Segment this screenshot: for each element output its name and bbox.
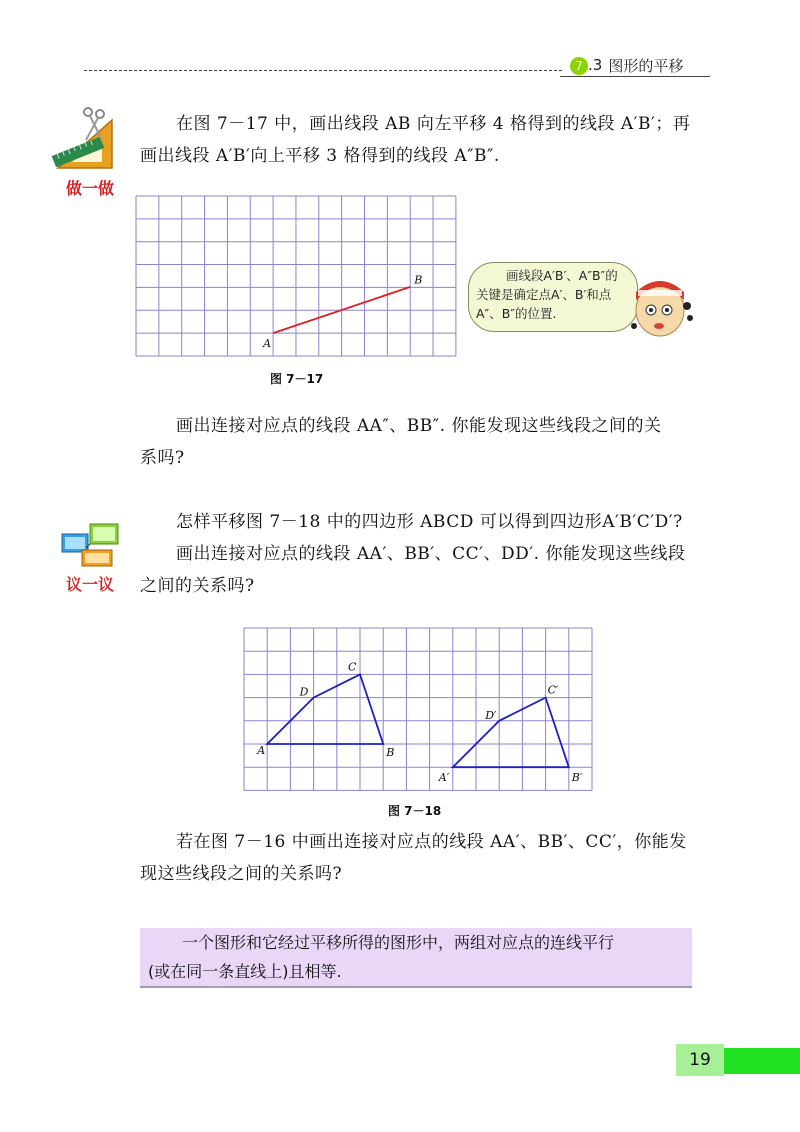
summary-line2: (或在同一条直线上)且相等. bbox=[148, 962, 342, 981]
hint-line2: 关键是确定点A′、B′和点 bbox=[476, 287, 612, 302]
activity-label-discuss: 议一议 bbox=[66, 575, 115, 594]
label-d: D bbox=[299, 685, 309, 699]
quadrilateral-abcd bbox=[267, 674, 383, 744]
activity-label-do: 做一做 bbox=[66, 179, 115, 198]
question2-line1: 若在图 7－16 中画出连接对应点的线段 AA′、BB′、CC′，你能发 bbox=[176, 832, 687, 852]
hint-line3: A″、B″的位置. bbox=[476, 306, 557, 321]
header-dashed-rule bbox=[84, 70, 562, 71]
activity2-line1: 怎样平移图 7－18 中的四边形 ABCD 可以得到四边形A′B′C′D′? bbox=[176, 512, 683, 532]
section-badge: 7 bbox=[570, 57, 588, 75]
label-b-prime: B′ bbox=[571, 771, 583, 785]
label-a-prime: A′ bbox=[438, 771, 450, 785]
question1-line1: 画出连接对应点的线段 AA″、BB″. 你能发现这些线段之间的关 bbox=[176, 416, 662, 436]
section-title: 图形的平移 bbox=[608, 57, 684, 75]
activity2-line3: 之间的关系吗? bbox=[140, 576, 255, 596]
label-c: C bbox=[348, 660, 357, 674]
activity2-line2: 画出连接对应点的线段 AA′、BB′、CC′、DD′. 你能发现这些线段 bbox=[176, 544, 686, 564]
activity1-line1: 在图 7－17 中，画出线段 AB 向左平移 4 格得到的线段 A′B′；再 bbox=[176, 114, 691, 134]
hint-bubble-text bbox=[476, 266, 632, 323]
figure-7-17 bbox=[136, 196, 456, 356]
summary-line1: 一个图形和它经过平移所得的图形中，两组对应点的连线平行 bbox=[182, 933, 615, 952]
running-header bbox=[570, 55, 683, 76]
page-number: 19 bbox=[676, 1044, 724, 1076]
page-color-bar bbox=[724, 1048, 800, 1074]
activity1-line2: 画出线段 A′B′向上平移 3 格得到的线段 A″B″. bbox=[140, 146, 500, 166]
computers-discussion-icon bbox=[60, 520, 124, 570]
quadrilateral-abcd-prime bbox=[453, 698, 569, 768]
figure-7-17-caption: 图 7－17 bbox=[270, 372, 324, 386]
figure-7-18-caption: 图 7－18 bbox=[388, 804, 442, 818]
label-a: A bbox=[257, 744, 266, 757]
summary-text bbox=[148, 928, 693, 986]
cartoon-character-icon bbox=[630, 270, 694, 344]
ruler-scissors-icon bbox=[50, 106, 120, 176]
label-b: B bbox=[386, 746, 395, 759]
question2-line2: 现这些线段之间的关系吗? bbox=[140, 864, 343, 884]
question1-line2: 系吗? bbox=[140, 448, 185, 468]
label-c-prime: C′ bbox=[547, 683, 559, 697]
label-b: B bbox=[414, 273, 423, 287]
label-a: A bbox=[263, 337, 272, 351]
label-d-prime: D′ bbox=[485, 708, 497, 722]
hint-line1: 画线段A′B′、A″B″的 bbox=[506, 268, 618, 283]
section-suffix: .3 bbox=[588, 56, 603, 74]
figure-7-18 bbox=[244, 628, 592, 788]
